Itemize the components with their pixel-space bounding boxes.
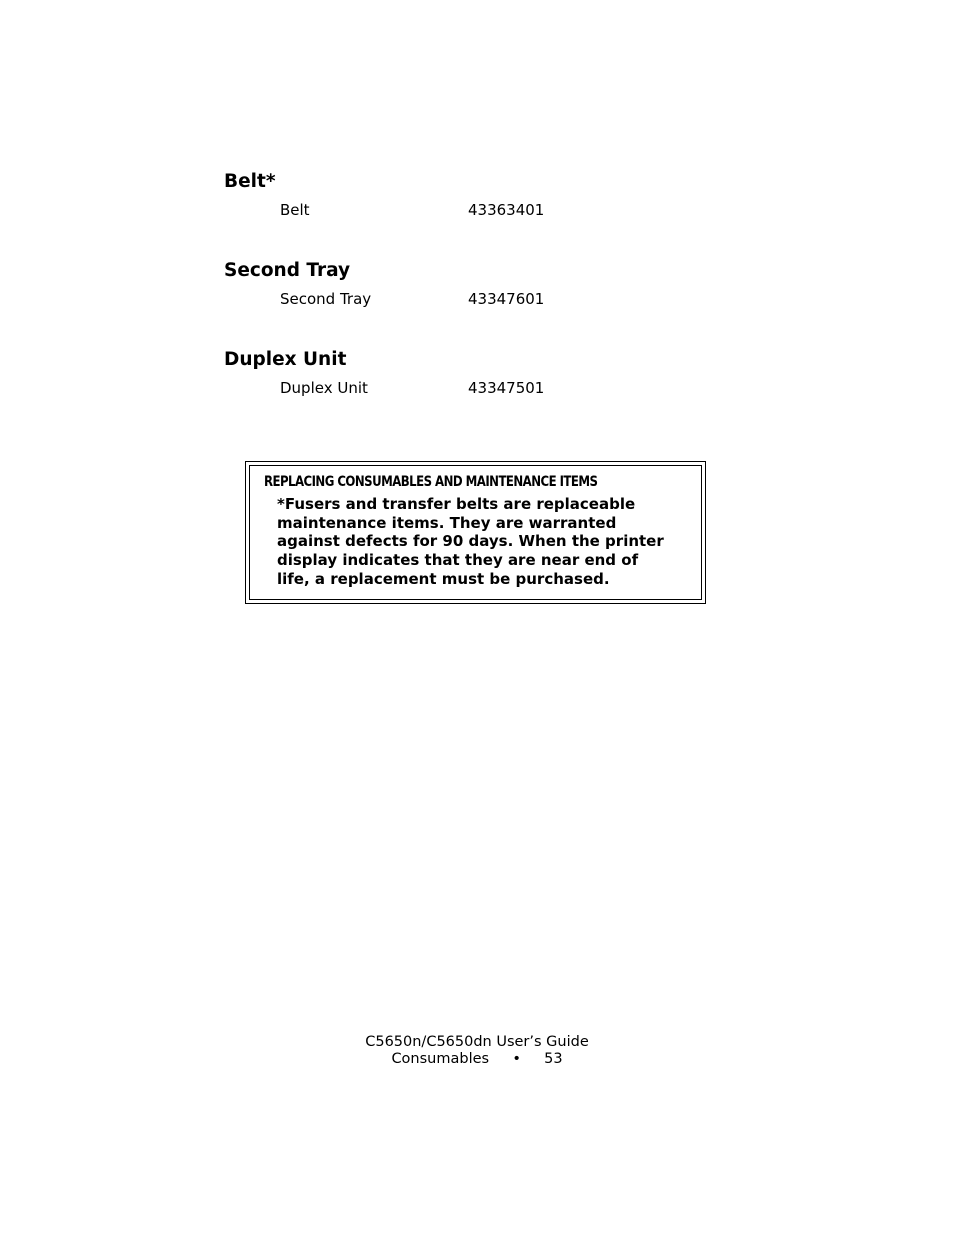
note-line: maintenance items. They are warranted — [277, 513, 617, 532]
note-line: against defects for 90 days. When the printer — [277, 532, 664, 551]
part-row-second-tray — [280, 289, 600, 309]
footer-bullet: • — [512, 1051, 521, 1067]
note-title: REPLACING CONSUMABLES AND MAINTENANCE ITEMS — [264, 474, 598, 490]
section-heading-duplex-unit: Duplex Unit — [224, 349, 347, 370]
part-row-duplex-unit — [280, 378, 600, 398]
part-name: Duplex Unit — [280, 379, 368, 397]
part-number: 43363401 — [468, 201, 545, 219]
section-heading-belt: Belt* — [224, 171, 276, 192]
note-line: *Fusers and transfer belts are replaceable — [277, 495, 636, 513]
section-heading-second-tray: Second Tray — [224, 260, 351, 281]
note-line: display indicates that they are near end of — [277, 551, 639, 570]
footer-guide-title: C5650n/C5650dn User’s Guide — [365, 1034, 589, 1050]
part-row-belt — [280, 200, 600, 220]
note-box — [245, 461, 706, 604]
footer-page-number: 53 — [544, 1051, 563, 1067]
part-name: Second Tray — [280, 290, 372, 308]
part-number: 43347501 — [468, 379, 545, 397]
note-line: life, a replacement must be purchased. — [277, 569, 610, 588]
note-body — [277, 495, 687, 589]
footer-page-info — [0, 1050, 954, 1068]
footer-chapter: Consumables — [391, 1051, 490, 1067]
part-name: Belt — [280, 201, 310, 219]
part-number: 43347601 — [468, 290, 545, 308]
